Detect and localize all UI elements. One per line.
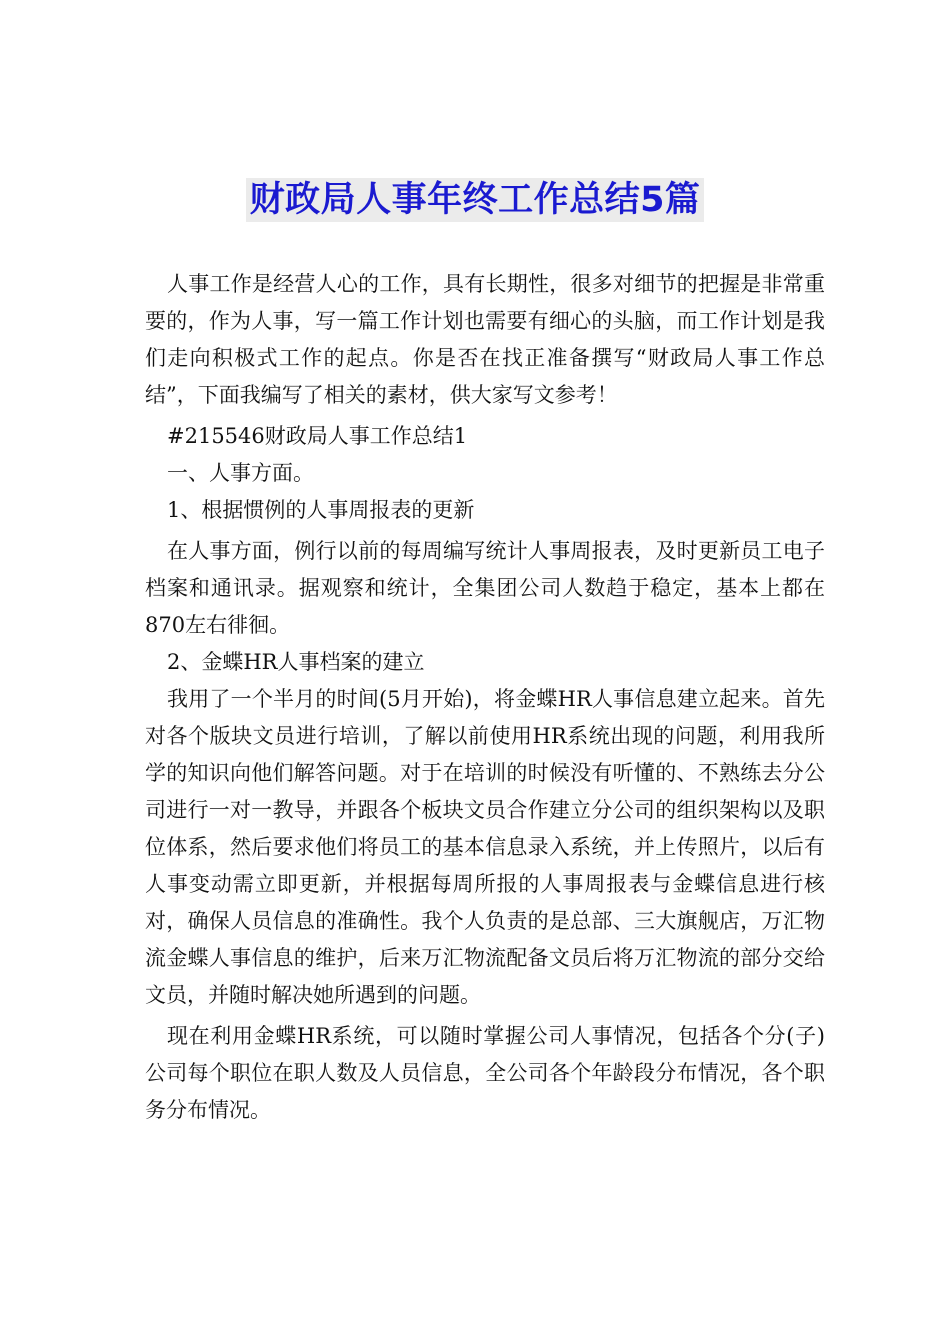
item-heading: 2、金蝶HR人事档案的建立 xyxy=(167,650,425,674)
body-paragraph: 在人事方面，例行以前的每周编写统计人事周报表，及时更新员工电子档案和通讯录。据观察和统计，全集团公司人数趋于稳定，基本上都在870左右徘徊。 xyxy=(145,539,825,637)
body-paragraph: 现在利用金蝶HR系统，可以随时掌握公司人事情况，包括各个分(子)公司每个职位在职人数及人员信息，全公司各个年龄段分布情况，各个职务分布情况。 xyxy=(145,1024,825,1122)
item-heading: 1、根据惯例的人事周报表的更新 xyxy=(167,498,475,522)
document-title: 财政局人事年终工作总结5篇 xyxy=(246,178,705,222)
intro-paragraph: 人事工作是经营人心的工作，具有长期性，很多对细节的把握是非常重要的，作为人事，写一篇工作计划也需要有细心的头脑，而工作计划是我们走向积极式工作的起点。你是否在找正准备撰写“财政局人事工作总结”，下面我编写了相关的素材，供大家写文参考！ xyxy=(145,272,825,407)
section-heading: #215546财政局人事工作总结1 xyxy=(167,424,468,448)
title-container xyxy=(0,178,950,222)
document-body xyxy=(145,266,825,1129)
subsection-heading: 一、人事方面。 xyxy=(167,461,314,485)
body-paragraph: 我用了一个半月的时间(5月开始)，将金蝶HR人事信息建立起来。首先对各个版块文员进行培训，了解以前使用HR系统出现的问题，利用我所学的知识向他们解答问题。对于在培训的时候没有听懂的、不熟练去分公司进行一对一教导，并跟各个板块文员合作建立分公司的组织架构以及职位体系，然后要求他们将员工的基本信息录入系统，并上传照片，以后有人事变动需立即更新，并根据每周所报的人事周报表与金蝶信息进行核对，确保人员信息的准确性。我个人负责的是总部、三大旗舰店，万汇物流金蝶人事信息的维护，后来万汇物流配备文员后将万汇物流的部分交给文员，并随时解决她所遇到的问题。 xyxy=(145,687,825,1007)
